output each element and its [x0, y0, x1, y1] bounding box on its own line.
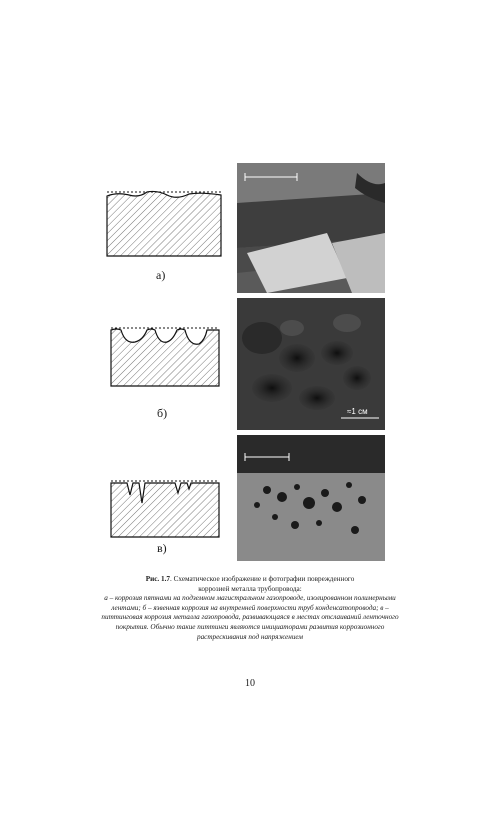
- caption-title-text: . Схематическое изображение и фотографии поврежденного: [170, 575, 355, 583]
- caption-title-line2: коррозией металла трубопровода:: [198, 584, 302, 593]
- scale-label-b: ≈1 см: [347, 407, 368, 416]
- schematic-b: [109, 322, 221, 388]
- schematic-c: [109, 475, 221, 539]
- panel-label-b: б): [157, 406, 168, 420]
- caption-title-line: [100, 575, 400, 585]
- caption-figure-number: Рис. 1.7: [145, 575, 171, 583]
- panel-label-c: в): [157, 541, 167, 555]
- page-number: 10: [245, 678, 255, 689]
- figure-caption: [100, 575, 400, 642]
- caption-body: а – коррозия пятнами на подземном магистральном газопроводе, изолированном полимерными лентами; б – язвенная коррозия на внутренней поверхности труб конденсатопровода; в – питтинговая коррозия металла газопровода, развивающаяся в местах отслаиваний ленточного покрытия. Обычно такие питтинги являются инициаторами развития коррозионного растрескивания под напряжением: [101, 594, 399, 641]
- photo-pitting-internal: [237, 298, 385, 430]
- photo-pitting-gas-pipeline: [237, 435, 385, 561]
- schematic-a: [105, 186, 223, 258]
- photo-spot-corrosion: [237, 163, 385, 293]
- panel-label-a: а): [156, 268, 166, 282]
